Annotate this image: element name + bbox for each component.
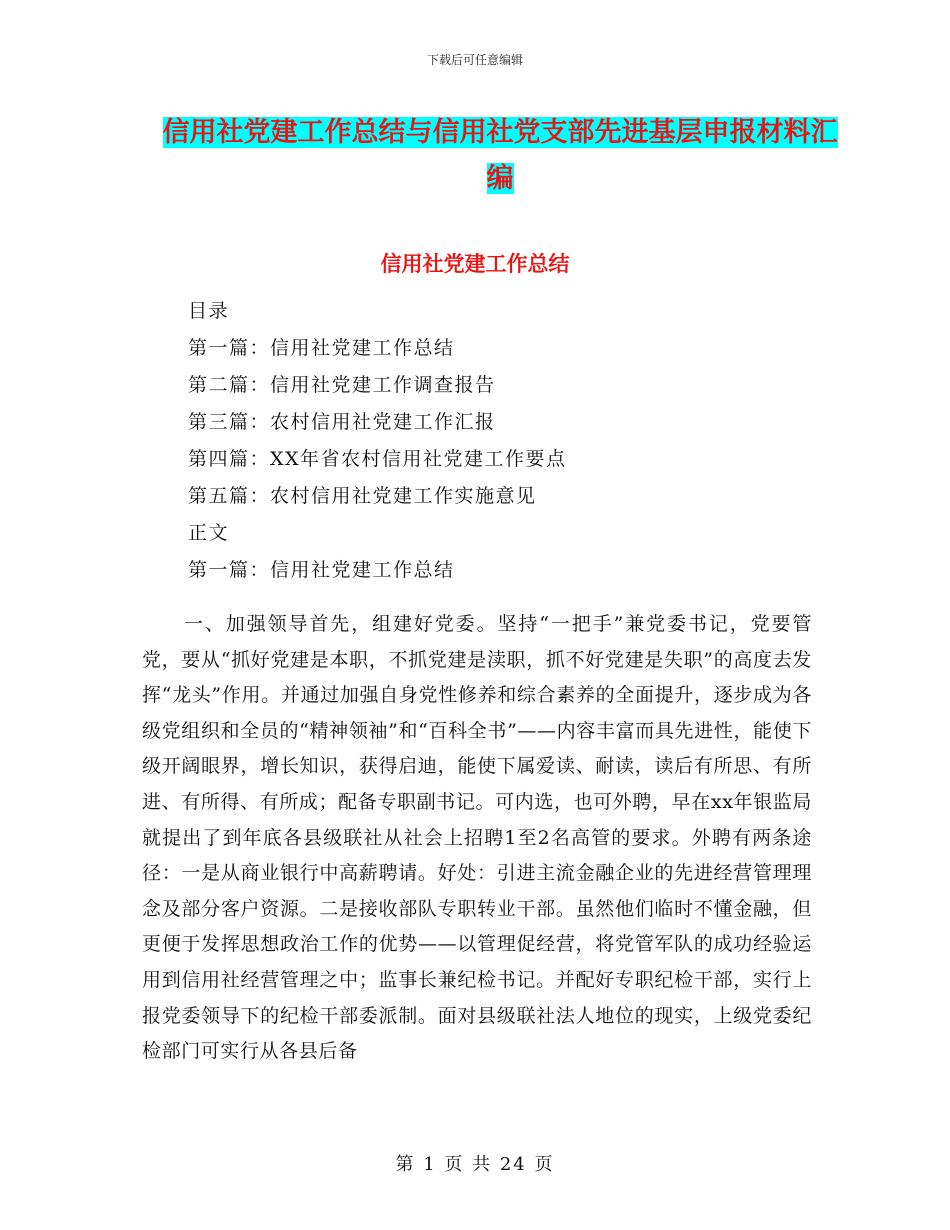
document-title-text: 信用社党建工作总结与信用社党支部先进基层申报材料汇编 <box>162 117 838 194</box>
toc-item-1: 第一篇：信用社党建工作总结 <box>188 337 455 359</box>
first-chapter-heading: 第一篇：信用社党建工作总结 <box>188 559 455 581</box>
table-of-contents <box>188 293 868 589</box>
header-note: 下载后可任意编辑 <box>426 53 523 67</box>
page-number: 第 1 页 共 24 页 <box>395 1154 555 1175</box>
toc-item-3: 第三篇：农村信用社党建工作汇报 <box>188 411 496 433</box>
body-paragraph: 一、加强领导首先，组建好党委。坚持“一把手”兼党委书记，党要管党，要从“抓好党建是本职，不抓党建是渎职，抓不好党建是失职”的高度去发挥“龙头”作用。并通过加强自身党性修养和综合素养的全面提升，逐步成为各级党组织和全员的“精神领袖”和“百科全书”——内容丰富而具先进性，能使下级开阔眼界，增长知识，获得启迪，能使下属爱读、耐读，读后有所思、有所进、有所得、有所成；配备专职副书记。可内选，也可外聘，早在xx年银监局就提出了到年底各县级联社从社会上招聘1至2名高管的要求。外聘有两条途径：一是从商业银行中高薪聘请。好处：引进主流金融企业的先进经营管理理念及部分客户资源。二是接收部队专职转业干部。虽然他们临时不懂金融，但更便于发挥思想政治工作的优势——以管理促经营，将党管军队的成功经验运用到信用社经营管理之中；监事长兼纪检书记。并配好专职纪检干部，实行上报党委领导下的纪检干部委派制。面对县级联社法人地位的现实，上级党委纪检部门可实行从各县后备 <box>142 613 812 1063</box>
body-label: 正文 <box>188 522 230 544</box>
toc-item-2: 第二篇：信用社党建工作调查报告 <box>188 374 496 396</box>
document-title <box>150 110 850 202</box>
toc-item-4: 第四篇：XX年省农村信用社党建工作要点 <box>188 448 567 470</box>
toc-heading: 目录 <box>188 300 230 322</box>
section-title: 信用社党建工作总结 <box>380 251 570 276</box>
toc-item-5: 第五篇：农村信用社党建工作实施意见 <box>188 485 537 507</box>
